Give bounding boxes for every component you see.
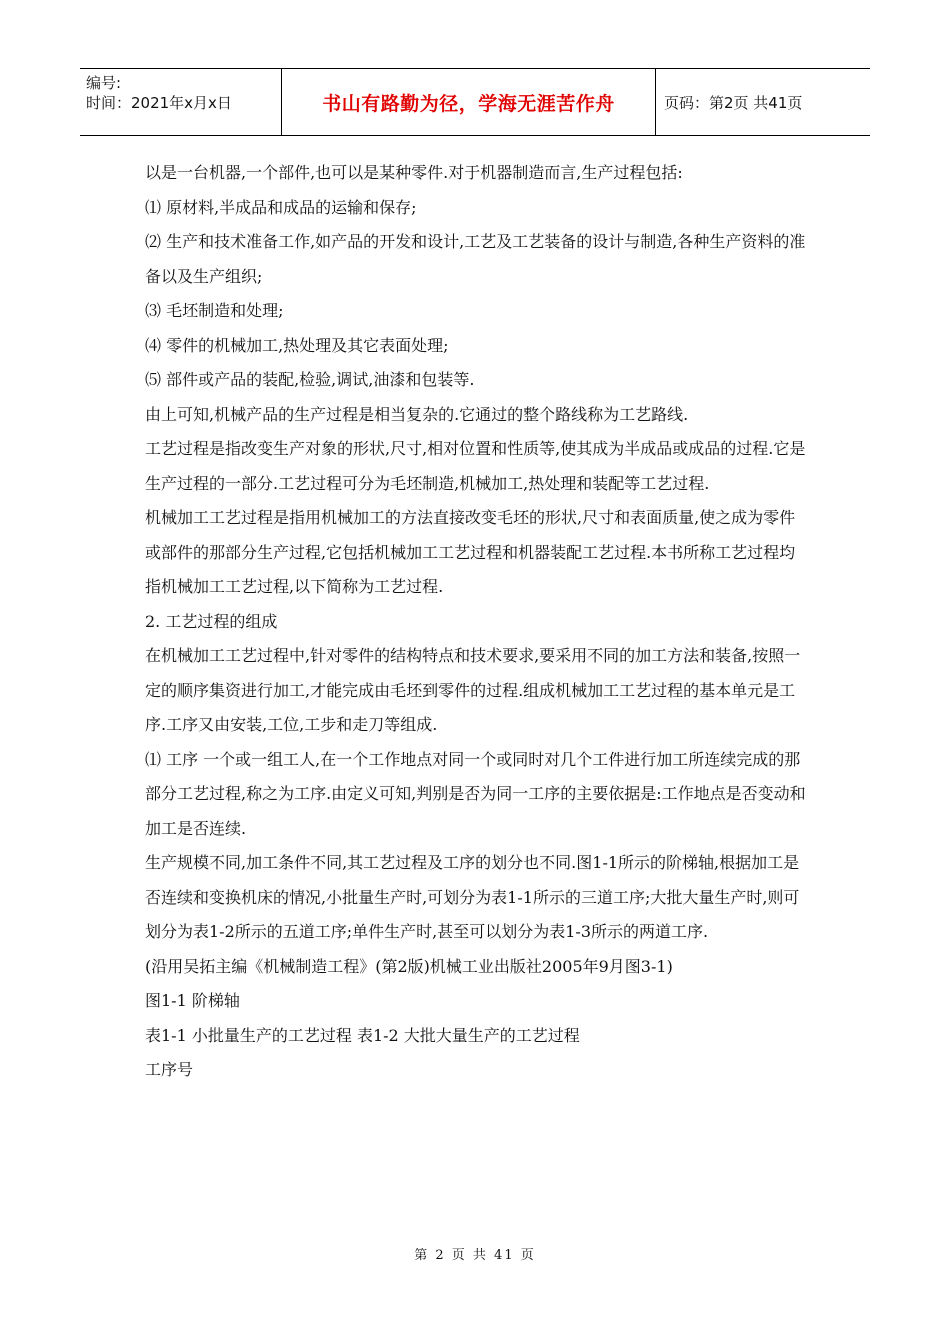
- list-item: ⑷ 零件的机械加工,热处理及其它表面处理;: [145, 335, 449, 355]
- paragraph: ⑴ 工序 一个或一组工人,在一个工作地点对同一个或同时对几个工件进行加工所连续完成的那部分工艺过程,称之为工序.由定义可知,判别是否为同一工序的主要依据是:工作地点是否变动和加工是否连续.: [145, 749, 806, 838]
- page-header: [80, 68, 870, 136]
- list-item: ⑶ 毛坯制造和处理;: [145, 301, 284, 320]
- list-item: ⑵ 生产和技术准备工作,如产品的开发和设计,工艺及工艺装备的设计与制造,各种生产资料的准备以及生产组织;: [145, 232, 806, 286]
- header-meta: [80, 69, 282, 135]
- header-page-info: 页码：第2页 共41页: [664, 93, 803, 112]
- paragraph: 以是一台机器,一个部件,也可以是某种零件.对于机器制造而言,生产过程包括:: [145, 163, 683, 182]
- document-date: 时间：2021年x月x日: [86, 94, 232, 112]
- header-motto: 书山有路勤为径，学海无涯苦作舟: [282, 69, 656, 135]
- table-header: 工序号: [145, 1060, 194, 1079]
- document-number: 编号:: [86, 74, 122, 92]
- table-caption: 表1-1 小批量生产的工艺过程 表1-2 大批大量生产的工艺过程: [145, 1025, 580, 1045]
- paragraph: 生产规模不同,加工条件不同,其工艺过程及工序的划分也不同.图1-1所示的阶梯轴,根据加工是否连续和变换机床的情况,小批量生产时,可划分为表1-1所示的三道工序;大批大量生产时,则可划分为表1-2所示的五道工序;单件生产时,甚至可以划分为表1-3所示的两道工序.: [145, 853, 800, 941]
- citation: (沿用吴拓主编《机械制造工程》(第2版)机械工业出版社2005年9月图3-1): [145, 956, 673, 976]
- paragraph: 机械加工工艺过程是指用机械加工的方法直接改变毛坯的形状,尺寸和表面质量,使之成为零件或部件的那部分生产过程,它包括机械加工工艺过程和机器装配工艺过程.本书所称工艺过程均指机械加工工艺过程,以下简称为工艺过程.: [145, 508, 796, 596]
- paragraph: 工艺过程是指改变生产对象的形状,尺寸,相对位置和性质等,使其成为半成品或成品的过程.它是生产过程的一部分.工艺过程可分为毛坯制造,机械加工,热处理和装配等工艺过程.: [145, 439, 806, 493]
- paragraph: 由上可知,机械产品的生产过程是相当复杂的.它通过的整个路线称为工艺路线.: [145, 404, 689, 424]
- list-item: ⑸ 部件或产品的装配,检验,调试,油漆和包装等.: [145, 370, 475, 389]
- paragraph: 在机械加工工艺过程中,针对零件的结构特点和技术要求,要采用不同的加工方法和装备,按照一定的顺序集资进行加工,才能完成由毛坯到零件的过程.组成机械加工工艺过程的基本单元是工序.工序又由安装,工位,工步和走刀等组成.: [145, 646, 801, 734]
- document-body: [145, 156, 810, 1088]
- list-item: ⑴ 原材料,半成品和成品的运输和保存;: [145, 197, 417, 217]
- page-footer: 第 2 页 共 41 页: [414, 1248, 536, 1263]
- section-heading: 2. 工艺过程的组成: [145, 611, 278, 631]
- figure-caption: 图1-1 阶梯轴: [145, 991, 240, 1010]
